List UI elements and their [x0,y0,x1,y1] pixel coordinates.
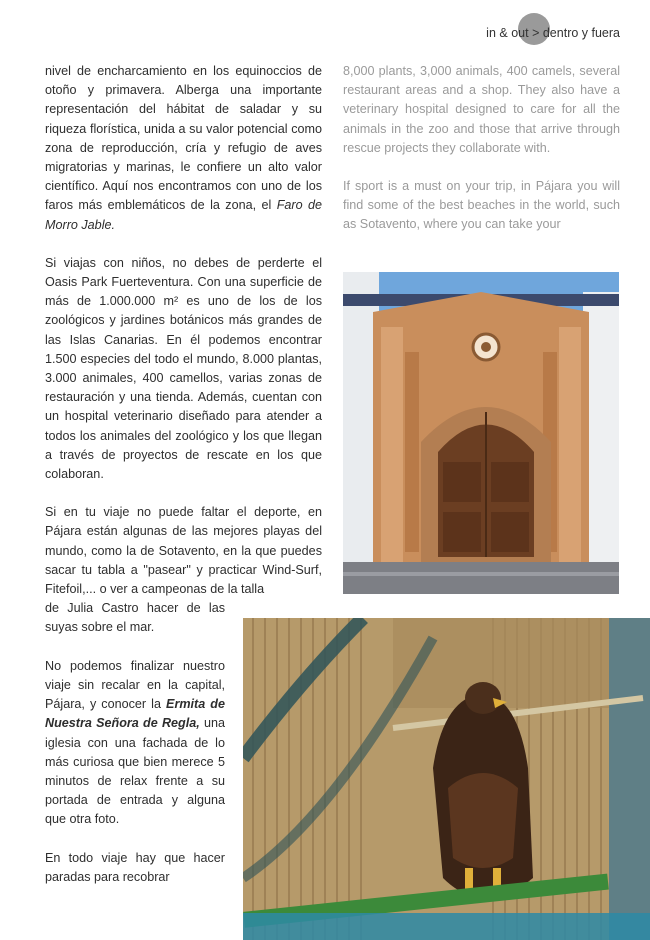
paragraph-zoo-en: 8,000 plants, 3,000 animals, 400 camels, several restaurant areas and a shop. They also have a veterinary hospital designed to care for all the animals in the zoo and those that arrive through rescue projects they collaborate with. [343,64,620,155]
paragraph-text: una iglesia con una fachada de lo más curiosa que bien merece 5 minutos de relax frente a su portada de entrada y alguna que otra foto. [45,716,226,827]
paragraph-text: No podemos finalizar nuestro viaje sin recalar en la capital, Pájara, y conocer la [45,658,225,712]
header-brand-out: & out [499,26,529,40]
faro-morro-jable-emphasis: Faro de Morro Jable. [45,198,323,232]
hawk-photo [243,618,650,940]
running-header [486,22,620,44]
header-brand-in: in [486,26,496,40]
paragraph-ermita [45,657,225,830]
church-facade-photo [343,272,619,594]
ermita-emphasis: Ermita de Nuestra Señora de Regla, [45,697,225,731]
english-column [343,62,620,254]
paragraph-sport-en: If sport is a must on your trip, in Pájara you will find some of the best beaches in the world, such as Sotavento, where you can take your [343,179,620,232]
paragraph-sport-tail: de Julia Castro hacer de las suyas sobre el mar. [45,601,225,635]
paragraph-oasis-park: Si viajas con niños, no debes de perderte el Oasis Park Fuerteventura. Con una superficie de más de 1.000.000 m² es uno de los de los zoológicos y jardines botánicos más grandes de las Islas Canarias. En él podemos encontrar 1.500 especies del todo el mundo, 8.000 plantas, 3.000 animales, 400 camellos, varias zonas de restauración y una tienda. Además, cuentan con un hospital veterinario diseñado para atender a todos los animales del zoológico y los que llegan a través de proyectos de rescate en los que colaboran. [45,255,322,482]
paragraph-paradas: En todo viaje hay que hacer paradas para recobrar [45,850,225,884]
header-section: dentro y fuera [542,26,620,40]
paragraph-charcamiento [45,62,322,235]
paragraph-text: nivel de encharcamiento en los equinoccios de otoño y primavera. Alberga una importante representación del hábitat de saladar y su riqueza florística, unida a su valor potencial como zona de reproducción, cría y refugio de aves migratorias y marinas, le confiere un alto valor científico. Aquí nos encontramos con uno de los faros más emblemáticos de la zona, el [45,64,322,213]
paragraph-sport: Si en tu viaje no puede faltar el deporte, en Pájara están algunas de las mejores playas del mundo, como la de Sotavento, en la que puedes sacar tu tabla a "pasear" y practicar Wind-Surf, Fitefoil,... o ver a campeonas de la talla [45,505,322,597]
hawk-illustration [243,618,650,940]
church-illustration [343,272,619,594]
header-separator: > [532,26,540,40]
